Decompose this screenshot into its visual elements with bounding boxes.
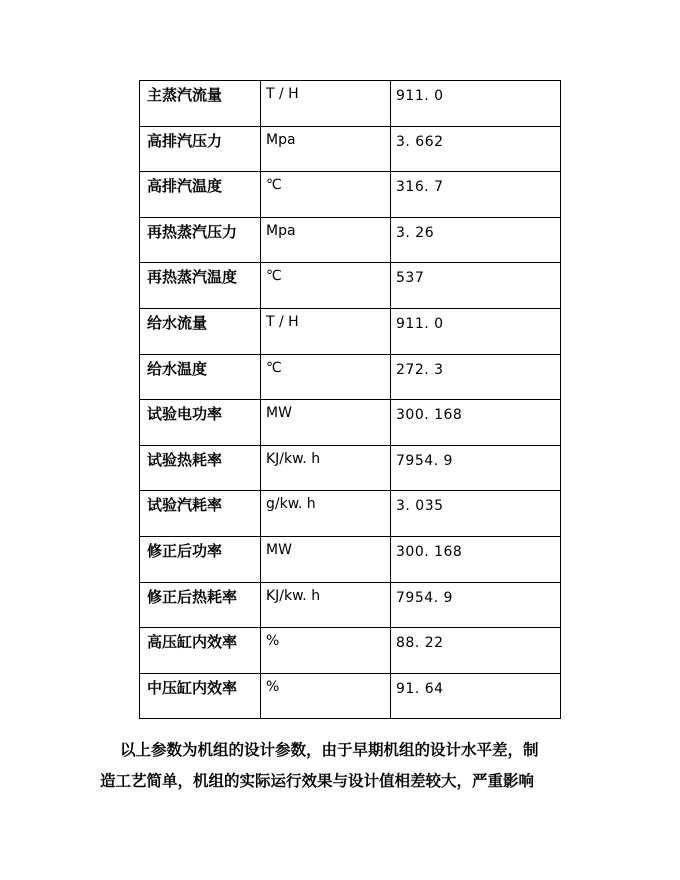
param-name: 试验热耗率 xyxy=(147,450,223,469)
param-value: 7954. 9 xyxy=(396,589,453,606)
param-unit: % xyxy=(266,633,280,650)
param-name-cell xyxy=(140,217,261,263)
param-unit-cell xyxy=(261,400,391,446)
param-unit: T / H xyxy=(266,313,299,330)
param-unit: Mpa xyxy=(266,131,296,148)
param-unit-cell xyxy=(261,491,391,537)
param-name: 试验汽耗率 xyxy=(147,496,223,515)
param-value-cell xyxy=(391,673,561,719)
table-row xyxy=(140,217,561,263)
param-unit: g/kw. h xyxy=(266,496,316,513)
table-row xyxy=(140,491,561,537)
param-unit: ℃ xyxy=(266,177,282,194)
param-name: 主蒸汽流量 xyxy=(147,86,223,104)
paragraph-line-2: 造工艺简单，机组的实际运行效果与设计值相差较大，严重影响 xyxy=(100,772,535,790)
param-name-cell xyxy=(140,445,261,491)
parameter-table-body xyxy=(140,81,561,719)
param-value-cell xyxy=(391,263,561,309)
param-value: 272. 3 xyxy=(396,361,444,378)
param-name-cell xyxy=(140,354,261,400)
table-row xyxy=(140,263,561,309)
table-row xyxy=(140,172,561,218)
param-value-cell xyxy=(391,354,561,400)
param-name: 修正后功率 xyxy=(147,541,223,560)
param-name: 给水温度 xyxy=(147,359,208,378)
param-value: 300. 168 xyxy=(396,543,463,560)
param-name-cell xyxy=(140,126,261,172)
param-unit-cell xyxy=(261,126,391,172)
param-unit-cell xyxy=(261,628,391,674)
table-row xyxy=(140,445,561,491)
param-name: 高排汽温度 xyxy=(147,177,223,196)
param-name-cell xyxy=(140,491,261,537)
param-unit-cell xyxy=(261,172,391,218)
param-value: 3. 26 xyxy=(396,224,435,241)
param-value-cell xyxy=(391,308,561,354)
param-name-cell xyxy=(140,673,261,719)
param-unit: ℃ xyxy=(266,359,282,376)
table-row xyxy=(140,628,561,674)
param-name-cell xyxy=(140,172,261,218)
param-name-cell xyxy=(140,582,261,628)
param-unit: KJ/kw. h xyxy=(266,450,321,467)
param-value-cell xyxy=(391,536,561,582)
param-name-cell xyxy=(140,81,261,127)
param-unit: MW xyxy=(266,541,292,558)
param-value-cell xyxy=(391,172,561,218)
param-name-cell xyxy=(140,308,261,354)
table-row xyxy=(140,536,561,582)
param-value-cell xyxy=(391,582,561,628)
param-unit-cell xyxy=(261,582,391,628)
param-unit: KJ/kw. h xyxy=(266,587,321,604)
param-value-cell xyxy=(391,445,561,491)
table-row xyxy=(140,582,561,628)
param-unit-cell xyxy=(261,445,391,491)
param-value-cell xyxy=(391,81,561,127)
param-name: 再热蒸汽温度 xyxy=(147,268,238,287)
param-value: 300. 168 xyxy=(396,407,463,424)
paragraph-line-1: 以上参数为机组的设计参数，由于早期机组的设计水平差，制 xyxy=(120,741,539,759)
param-unit-cell xyxy=(261,263,391,309)
param-value: 88. 22 xyxy=(396,635,444,652)
param-unit: Mpa xyxy=(266,222,296,239)
parameter-table xyxy=(139,80,561,719)
param-value: 911. 0 xyxy=(396,315,444,332)
param-name-cell xyxy=(140,628,261,674)
param-value: 537 xyxy=(396,270,425,287)
param-value: 3. 662 xyxy=(396,133,444,150)
table-row xyxy=(140,126,561,172)
param-name: 再热蒸汽压力 xyxy=(147,222,238,241)
param-name: 高排汽压力 xyxy=(147,131,223,150)
param-unit-cell xyxy=(261,308,391,354)
param-name-cell xyxy=(140,400,261,446)
param-name-cell xyxy=(140,536,261,582)
table-row xyxy=(140,354,561,400)
param-value: 7954. 9 xyxy=(396,452,453,469)
param-value-cell xyxy=(391,217,561,263)
param-value-cell xyxy=(391,628,561,674)
table-row xyxy=(140,400,561,446)
param-name: 给水流量 xyxy=(147,313,208,332)
param-value: 316. 7 xyxy=(396,179,444,196)
param-unit: T / H xyxy=(266,86,299,102)
param-value: 911. 0 xyxy=(396,88,444,104)
param-value-cell xyxy=(391,491,561,537)
table-row xyxy=(140,81,561,127)
table-row xyxy=(140,673,561,719)
param-unit-cell xyxy=(261,217,391,263)
param-unit-cell xyxy=(261,536,391,582)
param-unit-cell xyxy=(261,673,391,719)
param-value-cell xyxy=(391,126,561,172)
param-unit-cell xyxy=(261,354,391,400)
param-value-cell xyxy=(391,400,561,446)
param-name: 高压缸内效率 xyxy=(147,633,238,652)
param-name: 修正后热耗率 xyxy=(147,587,238,606)
param-name-cell xyxy=(140,263,261,309)
param-unit: % xyxy=(266,678,280,695)
param-name: 试验电功率 xyxy=(147,405,223,424)
param-unit: MW xyxy=(266,405,292,422)
table-row xyxy=(140,308,561,354)
param-unit: ℃ xyxy=(266,268,282,285)
param-name: 中压缸内效率 xyxy=(147,678,238,697)
param-value: 91. 64 xyxy=(396,680,444,697)
param-unit-cell xyxy=(261,81,391,127)
param-value: 3. 035 xyxy=(396,498,444,515)
